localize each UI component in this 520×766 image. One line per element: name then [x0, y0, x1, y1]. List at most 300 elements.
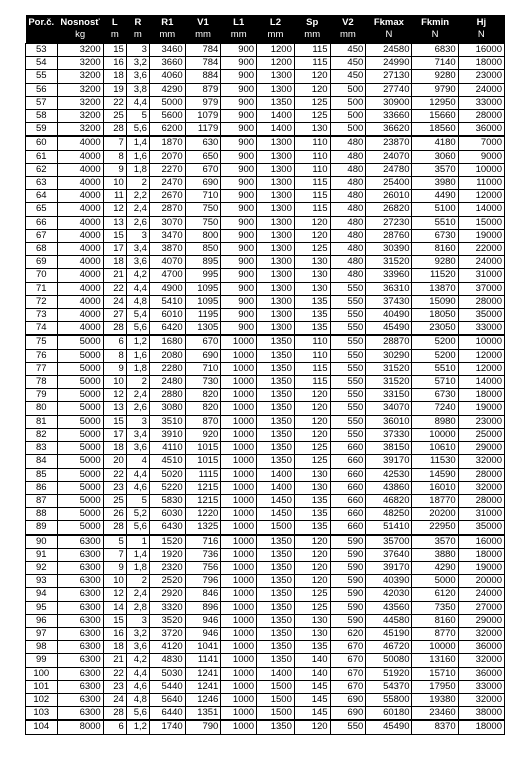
table-cell: 5,4: [126, 309, 149, 322]
table-row: [26, 667, 505, 680]
table-cell: 17950: [412, 680, 458, 693]
table-cell: 480: [330, 243, 366, 256]
table-cell: 135: [294, 322, 330, 336]
table-cell: 28: [103, 322, 126, 336]
table-row: [26, 269, 505, 282]
table-cell: 80: [26, 402, 58, 415]
table-cell: 1000: [221, 641, 257, 654]
table-cell: 98: [26, 641, 58, 654]
table-cell: 14590: [412, 468, 458, 481]
table-cell: 1300: [257, 70, 295, 83]
table-cell: 84: [26, 455, 58, 468]
table-cell: 1000: [221, 402, 257, 415]
column-header: Nosnosť: [57, 15, 103, 29]
table-cell: 37330: [366, 428, 412, 441]
table-cell: 33000: [458, 680, 504, 693]
table-cell: 6300: [57, 654, 103, 667]
table-cell: 33000: [458, 322, 504, 336]
table-cell: 1300: [257, 216, 295, 229]
table-cell: 4000: [57, 216, 103, 229]
table-cell: 15090: [412, 295, 458, 308]
table-cell: 750: [185, 203, 221, 216]
table-cell: 500: [330, 96, 366, 109]
table-cell: 8: [103, 349, 126, 362]
table-cell: 7140: [412, 57, 458, 70]
table-cell: 3200: [57, 110, 103, 123]
table-row: [26, 693, 505, 706]
table-cell: 1195: [185, 309, 221, 322]
table-cell: 78: [26, 376, 58, 389]
table-cell: 5440: [149, 680, 185, 693]
table-cell: 20200: [412, 508, 458, 521]
table-cell: 23870: [366, 136, 412, 150]
table-cell: 500: [330, 110, 366, 123]
table-row: [26, 44, 505, 57]
table-cell: 6300: [57, 614, 103, 627]
table-cell: 1350: [257, 561, 295, 574]
table-cell: 125: [294, 96, 330, 109]
table-cell: 5030: [149, 667, 185, 680]
table-cell: 756: [185, 561, 221, 574]
table-cell: 110: [294, 335, 330, 349]
table-cell: 31520: [366, 376, 412, 389]
table-cell: 20: [103, 455, 126, 468]
table-cell: 6300: [57, 693, 103, 706]
table-cell: 24000: [458, 588, 504, 601]
table-cell: 7: [103, 548, 126, 561]
table-cell: 1300: [257, 203, 295, 216]
table-cell: 58: [26, 110, 58, 123]
table-row: [26, 455, 505, 468]
table-cell: 38000: [458, 707, 504, 721]
table-cell: 480: [330, 203, 366, 216]
table-cell: 3,2: [126, 627, 149, 640]
table-cell: 15: [103, 229, 126, 242]
table-cell: 4000: [57, 229, 103, 242]
table-cell: 1000: [221, 428, 257, 441]
table-cell: 480: [330, 163, 366, 176]
table-cell: 8160: [412, 243, 458, 256]
table-cell: 5000: [57, 494, 103, 507]
table-cell: 1300: [257, 309, 295, 322]
table-cell: 3: [126, 229, 149, 242]
table-cell: 36000: [458, 667, 504, 680]
table-cell: 590: [330, 614, 366, 627]
table-row: [26, 548, 505, 561]
table-cell: 130: [294, 269, 330, 282]
table-cell: 25000: [458, 428, 504, 441]
table-cell: 5: [103, 535, 126, 549]
column-header: Fkmin: [412, 15, 458, 29]
table-cell: 2,6: [126, 402, 149, 415]
table-cell: 2: [126, 575, 149, 588]
table-cell: 22: [103, 468, 126, 481]
table-cell: 670: [330, 641, 366, 654]
column-header: L: [103, 15, 126, 29]
table-cell: 3200: [57, 57, 103, 70]
table-cell: 5410: [149, 295, 185, 308]
table-cell: 6420: [149, 322, 185, 336]
table-cell: 26010: [366, 190, 412, 203]
table-cell: 70: [26, 269, 58, 282]
table-cell: 12: [103, 588, 126, 601]
table-cell: 5830: [149, 494, 185, 507]
table-cell: 31520: [366, 362, 412, 375]
table-cell: 4000: [57, 190, 103, 203]
table-cell: 3880: [412, 548, 458, 561]
table-cell: 22: [103, 96, 126, 109]
table-cell: 670: [330, 680, 366, 693]
table-cell: 54: [26, 57, 58, 70]
table-cell: 690: [330, 707, 366, 721]
table-cell: 125: [294, 588, 330, 601]
table-cell: 18000: [458, 720, 504, 734]
table-cell: 2920: [149, 588, 185, 601]
table-cell: 87: [26, 494, 58, 507]
table-cell: 3,6: [126, 442, 149, 455]
table-cell: 3870: [149, 243, 185, 256]
table-cell: 5220: [149, 481, 185, 494]
table-row: [26, 588, 505, 601]
column-unit: mm: [330, 29, 366, 44]
table-cell: 1241: [185, 667, 221, 680]
table-row: [26, 229, 505, 242]
table-cell: 59: [26, 123, 58, 137]
table-cell: 27: [103, 309, 126, 322]
table-cell: 1000: [221, 335, 257, 349]
table-cell: 18: [103, 442, 126, 455]
table-cell: 660: [330, 494, 366, 507]
table-cell: 450: [330, 57, 366, 70]
table-cell: 1350: [257, 601, 295, 614]
table-cell: 32000: [458, 654, 504, 667]
table-cell: 5000: [57, 428, 103, 441]
table-cell: 6120: [412, 588, 458, 601]
table-cell: 4290: [412, 561, 458, 574]
table-cell: 1300: [257, 150, 295, 163]
table-cell: 784: [185, 44, 221, 57]
column-unit: kg: [57, 29, 103, 44]
table-row: [26, 163, 505, 176]
table-cell: 5000: [57, 415, 103, 428]
table-cell: 3,4: [126, 243, 149, 256]
table-cell: 1000: [221, 575, 257, 588]
table-cell: 796: [185, 575, 221, 588]
table-cell: 900: [221, 136, 257, 150]
table-cell: 37430: [366, 295, 412, 308]
table-cell: 4,2: [126, 269, 149, 282]
table-cell: 6830: [412, 44, 458, 57]
table-cell: 33960: [366, 269, 412, 282]
table-cell: 2270: [149, 163, 185, 176]
table-cell: 3,6: [126, 256, 149, 269]
table-cell: 14000: [458, 376, 504, 389]
table-cell: 37640: [366, 548, 412, 561]
table-cell: 10000: [412, 641, 458, 654]
table-cell: 1500: [257, 707, 295, 721]
table-cell: 1000: [221, 614, 257, 627]
header-names-row: [26, 15, 505, 29]
table-cell: 3,8: [126, 83, 149, 96]
table-cell: 1000: [221, 442, 257, 455]
table-cell: 79: [26, 389, 58, 402]
table-cell: 1179: [185, 123, 221, 137]
table-cell: 4,6: [126, 680, 149, 693]
table-cell: 18770: [412, 494, 458, 507]
table-cell: 590: [330, 561, 366, 574]
table-cell: 5000: [57, 521, 103, 535]
table-cell: 2280: [149, 362, 185, 375]
table-cell: 3910: [149, 428, 185, 441]
table-cell: 550: [330, 428, 366, 441]
table-cell: 18000: [458, 548, 504, 561]
table-cell: 2,6: [126, 216, 149, 229]
table-cell: 15710: [412, 667, 458, 680]
table-cell: 3,6: [126, 641, 149, 654]
table-cell: 1350: [257, 335, 295, 349]
table-cell: 4,6: [126, 481, 149, 494]
table-cell: 2670: [149, 190, 185, 203]
table-cell: 11: [103, 190, 126, 203]
table-row: [26, 282, 505, 295]
table-cell: 1870: [149, 136, 185, 150]
table-cell: 91: [26, 548, 58, 561]
table-cell: 1400: [257, 468, 295, 481]
table-cell: 63: [26, 177, 58, 190]
table-cell: 35000: [458, 521, 504, 535]
column-unit: N: [366, 29, 412, 44]
table-cell: 1325: [185, 521, 221, 535]
column-header: R1: [149, 15, 185, 29]
table-cell: 5510: [412, 216, 458, 229]
table-cell: 550: [330, 362, 366, 375]
table-cell: 23050: [412, 322, 458, 336]
table-cell: 12950: [412, 96, 458, 109]
table-cell: 550: [330, 295, 366, 308]
column-unit: mm: [257, 29, 295, 44]
table-cell: 3510: [149, 415, 185, 428]
table-cell: 4000: [57, 295, 103, 308]
table-cell: 15: [103, 415, 126, 428]
table-cell: 4,4: [126, 282, 149, 295]
table-cell: 1350: [257, 614, 295, 627]
table-cell: 130: [294, 468, 330, 481]
table-cell: 4,8: [126, 295, 149, 308]
table-cell: 5000: [57, 362, 103, 375]
table-cell: 660: [330, 442, 366, 455]
table-cell: 10610: [412, 442, 458, 455]
table-cell: 4000: [57, 269, 103, 282]
table-cell: 15: [103, 44, 126, 57]
table-cell: 1000: [221, 455, 257, 468]
table-cell: 1300: [257, 295, 295, 308]
table-cell: 23000: [458, 70, 504, 83]
table-cell: 5710: [412, 376, 458, 389]
table-cell: 8000: [57, 720, 103, 734]
table-cell: 34070: [366, 402, 412, 415]
table-row: [26, 428, 505, 441]
table-cell: 1,4: [126, 136, 149, 150]
table-cell: 900: [221, 110, 257, 123]
table-cell: 5000: [57, 442, 103, 455]
table-cell: 900: [221, 163, 257, 176]
table-cell: 1,8: [126, 561, 149, 574]
table-cell: 115: [294, 177, 330, 190]
table-cell: 36310: [366, 282, 412, 295]
table-cell: 1450: [257, 494, 295, 507]
table-cell: 690: [185, 349, 221, 362]
table-cell: 884: [185, 70, 221, 83]
table-cell: 17: [103, 243, 126, 256]
table-cell: 28000: [458, 295, 504, 308]
table-cell: 500: [330, 83, 366, 96]
table-row: [26, 494, 505, 507]
table-cell: 480: [330, 216, 366, 229]
table-cell: 4700: [149, 269, 185, 282]
table-cell: 450: [330, 44, 366, 57]
table-row: [26, 627, 505, 640]
table-row: [26, 203, 505, 216]
table-row: [26, 402, 505, 415]
table-cell: 37000: [458, 282, 504, 295]
table-cell: 670: [185, 163, 221, 176]
table-cell: 22: [103, 667, 126, 680]
table-cell: 2480: [149, 376, 185, 389]
table-cell: 64: [26, 190, 58, 203]
table-cell: 550: [330, 322, 366, 336]
table-cell: 750: [185, 216, 221, 229]
table-cell: 28870: [366, 335, 412, 349]
table-row: [26, 415, 505, 428]
table-cell: 13870: [412, 282, 458, 295]
table-cell: 5,6: [126, 322, 149, 336]
table-cell: 62: [26, 163, 58, 176]
table-cell: 36000: [458, 123, 504, 137]
table-row: [26, 362, 505, 375]
table-cell: 110: [294, 136, 330, 150]
table-cell: 16000: [458, 535, 504, 549]
table-cell: 2,2: [126, 190, 149, 203]
table-cell: 550: [330, 282, 366, 295]
table-cell: 17: [103, 428, 126, 441]
table-cell: 5000: [57, 402, 103, 415]
table-cell: 1095: [185, 282, 221, 295]
table-row: [26, 680, 505, 693]
table-row: [26, 521, 505, 535]
table-cell: 46720: [366, 641, 412, 654]
table-cell: 1: [126, 535, 149, 549]
table-cell: 1079: [185, 110, 221, 123]
table-cell: 6300: [57, 548, 103, 561]
table-cell: 1,2: [126, 720, 149, 734]
table-cell: 2070: [149, 150, 185, 163]
table-cell: 5510: [412, 362, 458, 375]
table-cell: 1300: [257, 256, 295, 269]
table-cell: 1400: [257, 667, 295, 680]
table-cell: 77: [26, 362, 58, 375]
table-cell: 11000: [458, 177, 504, 190]
table-cell: 2320: [149, 561, 185, 574]
table-cell: 115: [294, 190, 330, 203]
table-cell: 4000: [57, 150, 103, 163]
table-cell: 900: [221, 203, 257, 216]
table-cell: 900: [221, 150, 257, 163]
table-cell: 27230: [366, 216, 412, 229]
table-cell: 1300: [257, 177, 295, 190]
column-header: R: [126, 15, 149, 29]
table-cell: 5,6: [126, 707, 149, 721]
table-row: [26, 389, 505, 402]
table-cell: 590: [330, 601, 366, 614]
table-row: [26, 508, 505, 521]
table-cell: 103: [26, 707, 58, 721]
table-cell: 28000: [458, 494, 504, 507]
table-cell: 1000: [221, 667, 257, 680]
table-cell: 130: [294, 614, 330, 627]
table-cell: 9000: [458, 150, 504, 163]
table-cell: 1350: [257, 389, 295, 402]
table-cell: 820: [185, 402, 221, 415]
table-cell: 120: [294, 548, 330, 561]
table-cell: 120: [294, 720, 330, 734]
table-cell: 4000: [57, 203, 103, 216]
table-cell: 900: [221, 190, 257, 203]
table-cell: 48250: [366, 508, 412, 521]
table-cell: 72: [26, 295, 58, 308]
table-cell: 54370: [366, 680, 412, 693]
table-row: [26, 654, 505, 667]
table-cell: 3,6: [126, 70, 149, 83]
table-cell: 730: [185, 376, 221, 389]
table-cell: 28: [103, 521, 126, 535]
table-cell: 18000: [458, 57, 504, 70]
table-cell: 11520: [412, 269, 458, 282]
table-cell: 1350: [257, 588, 295, 601]
column-header: V2: [330, 15, 366, 29]
table-cell: 102: [26, 693, 58, 706]
table-cell: 850: [185, 243, 221, 256]
table-cell: 480: [330, 269, 366, 282]
table-cell: 1,6: [126, 349, 149, 362]
table-cell: 900: [221, 177, 257, 190]
table-cell: 716: [185, 535, 221, 549]
table-cell: 2: [126, 376, 149, 389]
table-cell: 550: [330, 349, 366, 362]
table-cell: 88: [26, 508, 58, 521]
table-cell: 6030: [149, 508, 185, 521]
table-cell: 1000: [221, 707, 257, 721]
table-cell: 900: [221, 83, 257, 96]
table-cell: 2880: [149, 389, 185, 402]
table-row: [26, 150, 505, 163]
table-cell: 5000: [57, 389, 103, 402]
table-row: [26, 123, 505, 137]
table-cell: 900: [221, 295, 257, 308]
table-cell: 120: [294, 535, 330, 549]
table-cell: 900: [221, 96, 257, 109]
table-cell: 790: [185, 720, 221, 734]
table-cell: 8: [103, 150, 126, 163]
table-cell: 1015: [185, 455, 221, 468]
table-cell: 895: [185, 256, 221, 269]
table-cell: 2870: [149, 203, 185, 216]
table-cell: 6730: [412, 389, 458, 402]
table-cell: 33000: [458, 96, 504, 109]
table-cell: 480: [330, 177, 366, 190]
table-cell: 670: [330, 667, 366, 680]
table-cell: 6010: [149, 309, 185, 322]
table-cell: 18560: [412, 123, 458, 137]
